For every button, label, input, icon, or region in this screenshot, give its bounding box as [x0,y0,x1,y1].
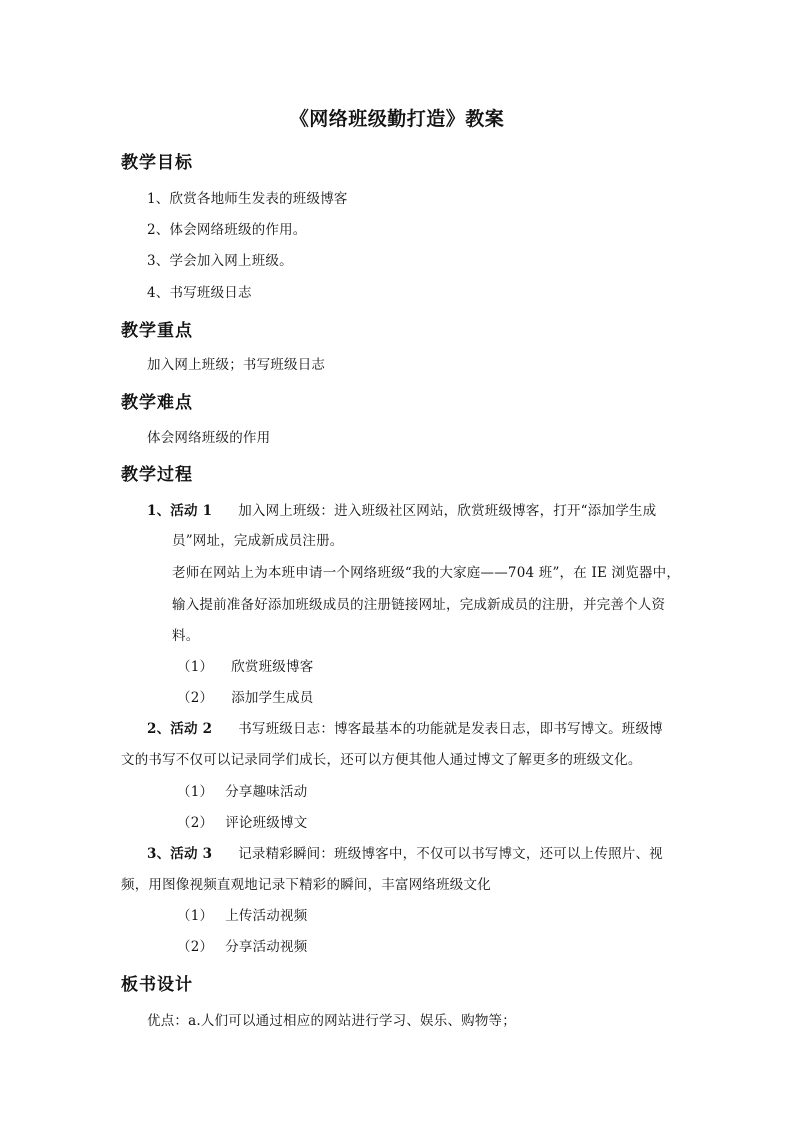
activity1-line2: 员”网址，完成新成员注册。 [172,533,344,549]
difficulties-text: 体会网络班级的作用 [147,430,271,446]
subitem-number: （2） [177,939,214,955]
goal-item: 1、欣赏各地师生发表的班级博客 [147,191,348,207]
goal-item: 4、书写班级日志 [147,285,252,301]
activity3-line2: 频，用图像视频直观地记录下精彩的瞬间，丰富网络班级文化 [121,877,491,893]
activity3-subitem [177,904,307,924]
subitem-number: （1） [177,784,214,800]
subitem-text: 上传活动视频 [225,908,308,924]
subitem-text: 分享趣味活动 [225,784,308,800]
activity3-label: 3、活动 3 [147,846,213,862]
heading-board-design: 板书设计 [121,975,193,995]
activity3-text-line1: 记录精彩瞬间：班级博客中，不仅可以书写博文，还可以上传照片、视 [238,846,663,862]
activity2-label: 2、活动 2 [147,721,213,737]
document-title: 《网络班级勤打造》教案 [289,108,505,130]
activity1-text-line1: 加入网上班级：进入班级社区网站，欣赏班级博客，打开“添加学生成 [238,503,657,519]
heading-key-points: 教学重点 [121,321,193,341]
subitem-text: 评论班级博文 [225,815,308,831]
subitem-number: （2） [177,690,214,706]
subitem-number: （1） [177,659,214,675]
activity1-para-line1: 老师在网站上为本班申请一个网络班级“我的大家庭——704 班”，在 IE 浏览器中， [172,565,681,581]
heading-difficulties: 教学难点 [121,393,193,413]
activity2-line1 [147,717,663,737]
subitem-text: 欣赏班级博客 [231,659,314,675]
activity1-label: 1、活动 1 [147,503,213,519]
activity3-subitem [177,935,307,955]
subitem-number: （1） [177,908,214,924]
goal-item: 3、学会加入网上班级。 [147,253,293,269]
activity2-text-line1: 书写班级日志：博客最基本的功能就是发表日志，即书写博文。班级博 [238,721,663,737]
heading-teaching-process: 教学过程 [121,465,193,485]
goal-item: 2、体会网络班级的作用。 [147,222,307,238]
activity2-subitem [177,780,307,800]
activity2-subitem [177,811,307,831]
activity1-para-line3: 料。 [172,628,200,644]
activity3-line1 [147,842,663,862]
subitem-text: 添加学生成员 [231,690,314,706]
board-design-text: 优点：a.人们可以通过相应的网站进行学习、娱乐、购物等； [147,1013,516,1029]
key-points-text: 加入网上班级；书写班级日志 [147,357,326,373]
activity1-subitem [177,655,313,675]
activity1-para-line2: 输入提前准备好添加班级成员的注册链接网址，完成新成员的注册，并完善个人资 [172,597,666,613]
subitem-number: （2） [177,815,214,831]
activity2-line2: 文的书写不仅可以记录同学们成长，还可以方便其他人通过博文了解更多的班级文化。 [121,752,642,768]
activity1-line1 [147,499,656,519]
heading-teaching-goals: 教学目标 [121,153,193,173]
subitem-text: 分享活动视频 [225,939,308,955]
activity1-subitem [177,686,313,706]
